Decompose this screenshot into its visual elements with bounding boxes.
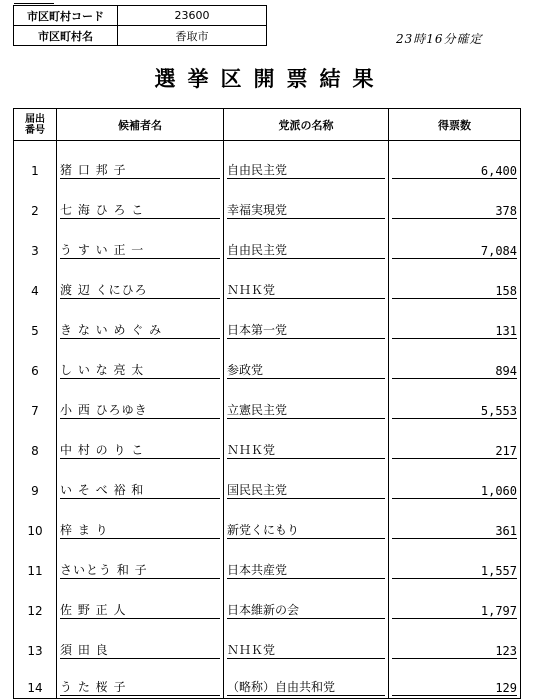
vote-count: 123: [389, 621, 521, 661]
row-number: 3: [14, 221, 57, 261]
candidate-name: 佐 野 正 人: [57, 581, 224, 621]
candidate-name: 猪 口 邦 子: [57, 141, 224, 182]
candidate-name: し い な 亮 太: [57, 341, 224, 381]
candidate-name: 梓 ま り: [57, 501, 224, 541]
vote-count: 1,060: [389, 461, 521, 501]
table-row: [14, 541, 521, 581]
candidate-name: 小 西 ひろゆき: [57, 381, 224, 421]
row-number: 13: [14, 621, 57, 661]
header-candidate: 候補者名: [57, 109, 224, 141]
party-name: 日本第一党: [224, 301, 389, 341]
party-name: 日本維新の会: [224, 581, 389, 621]
vote-count: 894: [389, 341, 521, 381]
candidate-name: う す い 正 一: [57, 221, 224, 261]
party-name: ＮＨＫ党: [224, 421, 389, 461]
party-name: 立憲民主党: [224, 381, 389, 421]
table-row: [14, 261, 521, 301]
table-row: [14, 381, 521, 421]
row-number: 2: [14, 181, 57, 221]
party-name: 幸福実現党: [224, 181, 389, 221]
party-name: ＮＨＫ党: [224, 621, 389, 661]
candidate-name: う た 桜 子: [57, 661, 224, 699]
table-row: [14, 421, 521, 461]
vote-count: 5,553: [389, 381, 521, 421]
municipality-code-label: 市区町村コード: [14, 6, 118, 26]
row-number: 1: [14, 141, 57, 182]
row-number: 11: [14, 541, 57, 581]
municipality-code-value: 23600: [118, 6, 267, 26]
table-row: [14, 501, 521, 541]
results-table: [13, 108, 521, 699]
candidate-name: 七 海 ひ ろ こ: [57, 181, 224, 221]
party-name: 自由民主党: [224, 221, 389, 261]
header-votes: 得票数: [389, 109, 521, 141]
table-row: [14, 461, 521, 501]
vote-count: 1,557: [389, 541, 521, 581]
vote-count: 7,084: [389, 221, 521, 261]
vote-count: 378: [389, 181, 521, 221]
row-number: 7: [14, 381, 57, 421]
candidate-name: 中 村 の り こ: [57, 421, 224, 461]
candidate-name: 須 田 良: [57, 621, 224, 661]
results-header-row: [14, 109, 521, 141]
municipality-info-table: [13, 5, 267, 46]
vote-count: 1,797: [389, 581, 521, 621]
candidate-name: さいとう 和 子: [57, 541, 224, 581]
row-number: 12: [14, 581, 57, 621]
confirmed-time: 23時16分確定: [396, 32, 483, 46]
municipality-name-value: 香取市: [118, 26, 267, 46]
table-row: [14, 301, 521, 341]
party-name: （略称）自由共和党: [224, 661, 389, 699]
candidate-name: い そ べ 裕 和: [57, 461, 224, 501]
header-party: 党派の名称: [224, 109, 389, 141]
vote-count: 129: [389, 661, 521, 699]
row-number: 4: [14, 261, 57, 301]
vote-count: 158: [389, 261, 521, 301]
page-title: 選挙区開票結果: [154, 66, 386, 91]
party-name: 自由民主党: [224, 141, 389, 182]
row-number: 9: [14, 461, 57, 501]
table-row: [14, 661, 521, 699]
municipality-name-label: 市区町村名: [14, 26, 118, 46]
table-row: [14, 141, 521, 182]
party-name: 新党くにもり: [224, 501, 389, 541]
table-row: [14, 581, 521, 621]
row-number: 5: [14, 301, 57, 341]
vote-count: 131: [389, 301, 521, 341]
municipality-code-row: [14, 6, 267, 26]
candidate-name: き な い め ぐ み: [57, 301, 224, 341]
row-number: 6: [14, 341, 57, 381]
table-row: [14, 181, 521, 221]
table-row: [14, 621, 521, 661]
row-number: 14: [14, 661, 57, 699]
vote-count: 217: [389, 421, 521, 461]
party-name: 参政党: [224, 341, 389, 381]
candidate-name: 渡 辺 くにひろ: [57, 261, 224, 301]
party-name: 国民民主党: [224, 461, 389, 501]
municipality-name-row: [14, 26, 267, 46]
party-name: ＮＨＫ党: [224, 261, 389, 301]
vote-count: 6,400: [389, 141, 521, 182]
table-row: [14, 341, 521, 381]
party-name: 日本共産党: [224, 541, 389, 581]
header-number: 届出番号: [14, 109, 57, 141]
row-number: 10: [14, 501, 57, 541]
row-number: 8: [14, 421, 57, 461]
top-strip: [14, 0, 54, 4]
vote-count: 361: [389, 501, 521, 541]
table-row: [14, 221, 521, 261]
